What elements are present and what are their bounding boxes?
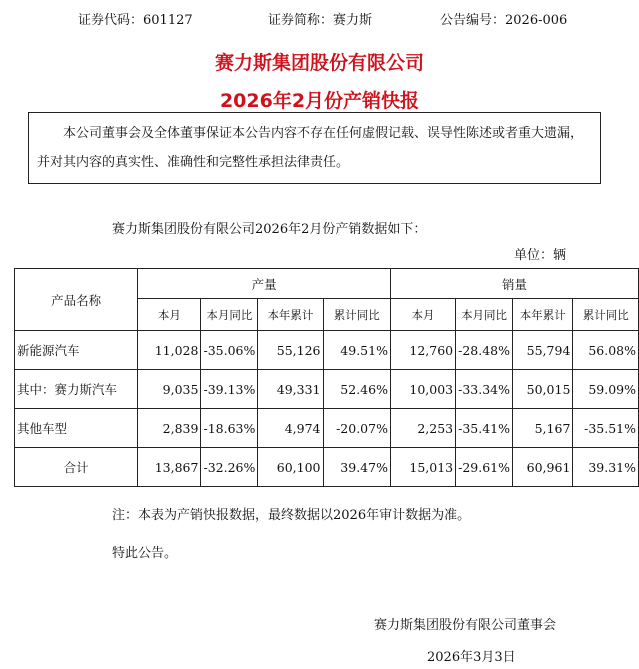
disclaimer-box: 本公司董事会及全体董事保证本公告内容不存在任何虚假记载、误导性陈述或者重大遗漏，并对其内容的真实性、准确性和完整性承担法律责任。	[28, 112, 601, 184]
value-cell: 4,974	[258, 409, 323, 448]
table-row	[15, 331, 639, 370]
value-cell: 55,126	[258, 331, 323, 370]
value-cell: 39.31%	[573, 448, 639, 487]
signature: 赛力斯集团股份有限公司董事会	[374, 618, 557, 633]
value-cell: 9,035	[138, 370, 201, 409]
value-cell: 39.47%	[323, 448, 390, 487]
production-sales-table	[14, 268, 639, 487]
row-name: 其中：赛力斯汽车	[15, 370, 138, 409]
value-cell: -32.26%	[201, 448, 258, 487]
table-row	[15, 409, 639, 448]
value-cell: 10,003	[390, 370, 455, 409]
value-cell: -39.13%	[201, 370, 258, 409]
value-cell: -29.61%	[456, 448, 513, 487]
subheader-cell: 本年累计	[258, 299, 323, 331]
value-cell: 2,839	[138, 409, 201, 448]
subheader-cell: 本月	[138, 299, 201, 331]
value-cell: -18.63%	[201, 409, 258, 448]
value-cell: 59.09%	[573, 370, 639, 409]
security-abbr: 证券简称：赛力斯	[268, 13, 373, 28]
header-production: 产量	[138, 269, 391, 299]
value-cell: -20.07%	[323, 409, 390, 448]
value-cell: 52.46%	[323, 370, 390, 409]
subheader-cell: 本年累计	[513, 299, 573, 331]
subheader-cell: 本月同比	[456, 299, 513, 331]
row-name: 新能源汽车	[15, 331, 138, 370]
subheader-cell: 累计同比	[323, 299, 390, 331]
closing-text: 特此公告。	[112, 546, 178, 561]
value-cell: -35.06%	[201, 331, 258, 370]
value-cell: 12,760	[390, 331, 455, 370]
table-row	[15, 370, 639, 409]
value-cell: 50,015	[513, 370, 573, 409]
value-cell: 15,013	[390, 448, 455, 487]
value-cell: -28.48%	[456, 331, 513, 370]
row-name: 合计	[15, 448, 138, 487]
value-cell: 60,100	[258, 448, 323, 487]
value-cell: -33.34%	[456, 370, 513, 409]
value-cell: 13,867	[138, 448, 201, 487]
value-cell: 60,961	[513, 448, 573, 487]
company-title: 赛力斯集团股份有限公司	[214, 52, 424, 74]
header-sales: 销量	[390, 269, 638, 299]
value-cell: 49,331	[258, 370, 323, 409]
notice-number: 公告编号：2026-006	[440, 13, 568, 28]
unit-label: 单位：辆	[514, 248, 567, 263]
value-cell: 55,794	[513, 331, 573, 370]
table-row	[15, 448, 639, 487]
subheader-cell: 本月	[390, 299, 455, 331]
note-text: 注：本表为产销快报数据，最终数据以2026年审计数据为准。	[112, 508, 471, 523]
intro-text: 赛力斯集团股份有限公司2026年2月份产销数据如下：	[112, 222, 427, 237]
value-cell: 2,253	[390, 409, 455, 448]
security-code: 证券代码：601127	[78, 13, 193, 28]
value-cell: -35.41%	[456, 409, 513, 448]
value-cell: -35.51%	[573, 409, 639, 448]
date: 2026年3月3日	[427, 650, 516, 665]
header-product-name: 产品名称	[15, 269, 138, 331]
subheader-cell: 本月同比	[201, 299, 258, 331]
value-cell: 11,028	[138, 331, 201, 370]
value-cell: 56.08%	[573, 331, 639, 370]
report-title: 2026年2月份产销快报	[219, 90, 420, 112]
value-cell: 5,167	[513, 409, 573, 448]
subheader-cell: 累计同比	[573, 299, 639, 331]
value-cell: 49.51%	[323, 331, 390, 370]
row-name: 其他车型	[15, 409, 138, 448]
